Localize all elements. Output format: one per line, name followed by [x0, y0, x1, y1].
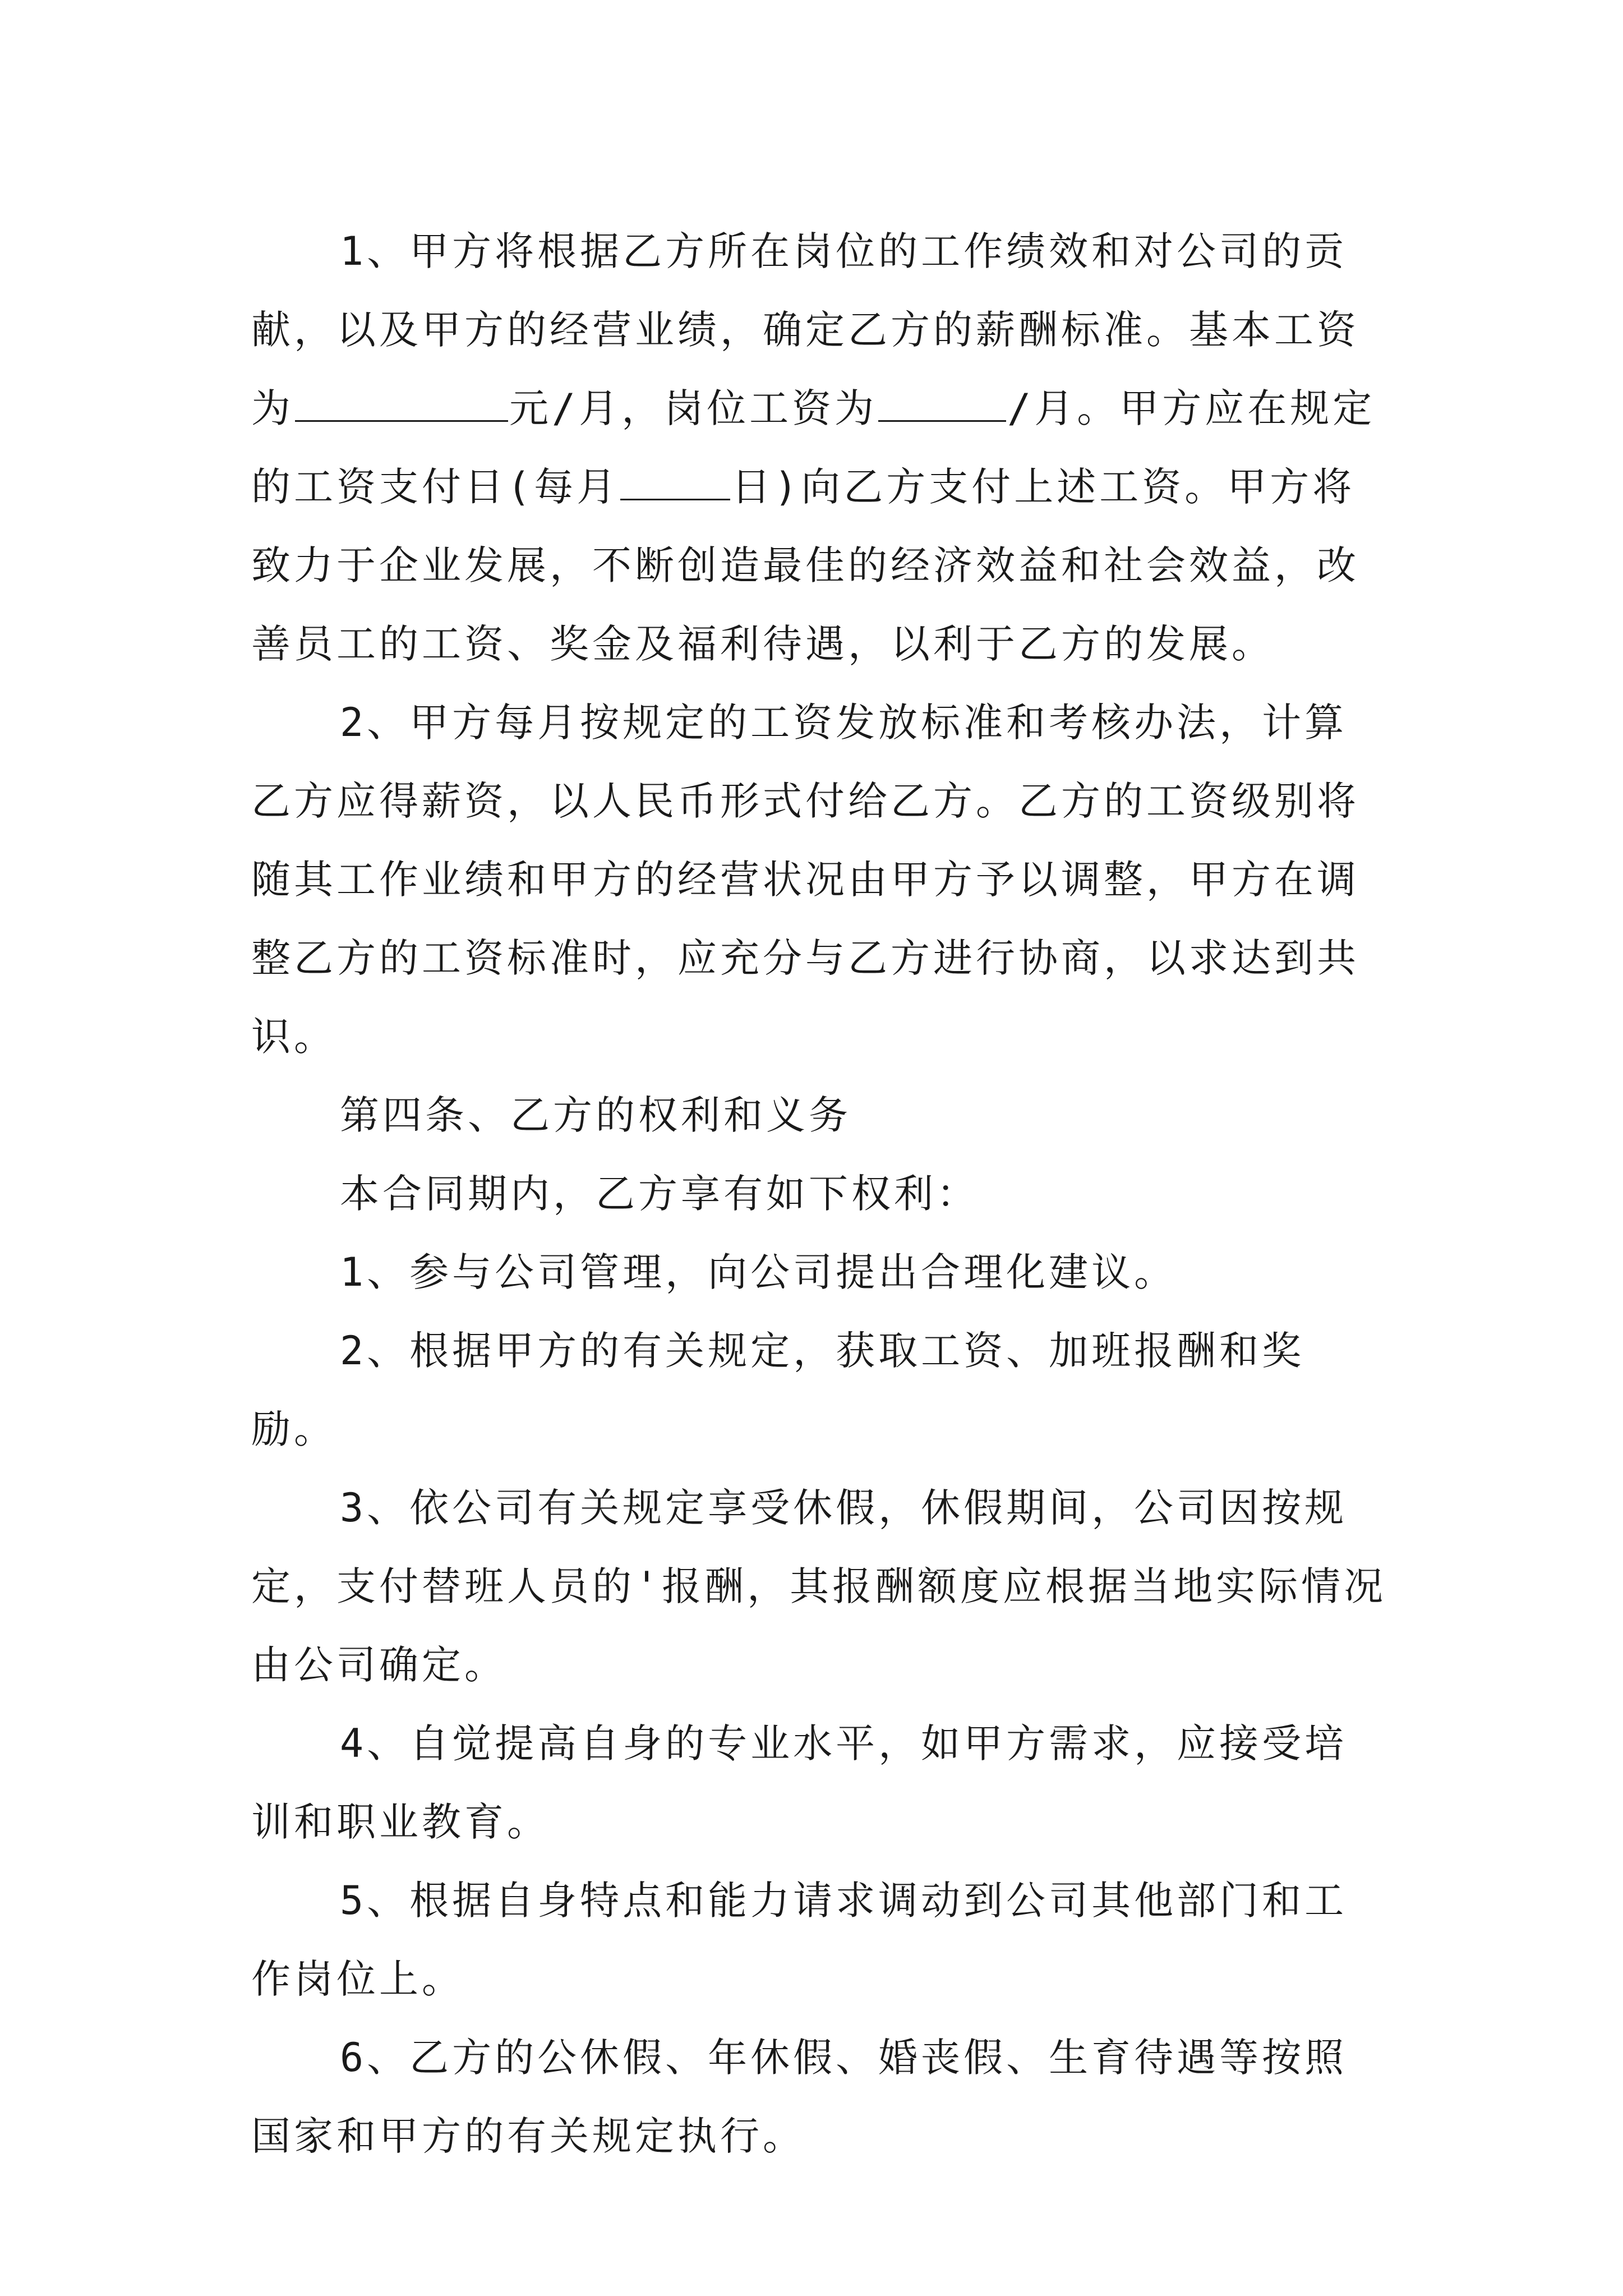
salary-text-2: 元/月，岗位工资为 [509, 385, 878, 431]
paragraph-rights-intro: 本合同期内，乙方享有如下权利： [340, 1171, 979, 1217]
salary-text-4: 日)向乙方支付上述工资。甲方将致力于企业发展，不断创造最佳的经济效益和社会效益，改善员工的工资、奖金及福利待遇，以利于乙方的发展。 [251, 464, 1359, 667]
position-salary-blank [878, 386, 1006, 422]
salary-text-1: 1、甲方将根据乙方所在岗位的工作绩效和对公司的贡献，以及甲方的经营业绩，确定乙方的薪酬标准。基本工资为 [251, 228, 1359, 431]
section-heading-article-4: 第四条、乙方的权利和义务 [340, 1092, 851, 1138]
document-body [251, 212, 1390, 2175]
paragraph-right-3: 3、依公司有关规定享受休假，休假期间，公司因按规定，支付替班人员的'报酬，其报酬额度应根据当地实际情况由公司确定。 [251, 1485, 1387, 1688]
paragraph-salary-standard [251, 212, 1390, 683]
salary-text-3: /月。甲方应在规定的工资支付日(每月 [251, 385, 1376, 510]
paragraph-right-6: 6、乙方的公休假、年休假、婚丧假、生育待遇等按照国家和甲方的有关规定执行。 [251, 2035, 1348, 2159]
pay-day-blank [620, 465, 730, 500]
paragraph-salary-payment: 2、甲方每月按规定的工资发放标准和考核办法，计算乙方应得薪资，以人民币形式付给乙方。乙方的工资级别将随其工作业绩和甲方的经营状况由甲方予以调整，甲方在调整乙方的工资标准时，应充分与乙方进行协商，以求达到共识。 [251, 700, 1359, 1060]
base-salary-blank [295, 386, 508, 422]
paragraph-right-2: 2、根据甲方的有关规定，获取工资、加班报酬和奖励。 [251, 1328, 1305, 1452]
paragraph-right-4: 4、自觉提高自身的专业水平，如甲方需求，应接受培训和职业教育。 [251, 1720, 1348, 1845]
paragraph-right-5: 5、根据自身特点和能力请求调动到公司其他部门和工作岗位上。 [251, 1878, 1348, 2002]
paragraph-right-1: 1、参与公司管理，向公司提出合理化建议。 [340, 1249, 1177, 1295]
